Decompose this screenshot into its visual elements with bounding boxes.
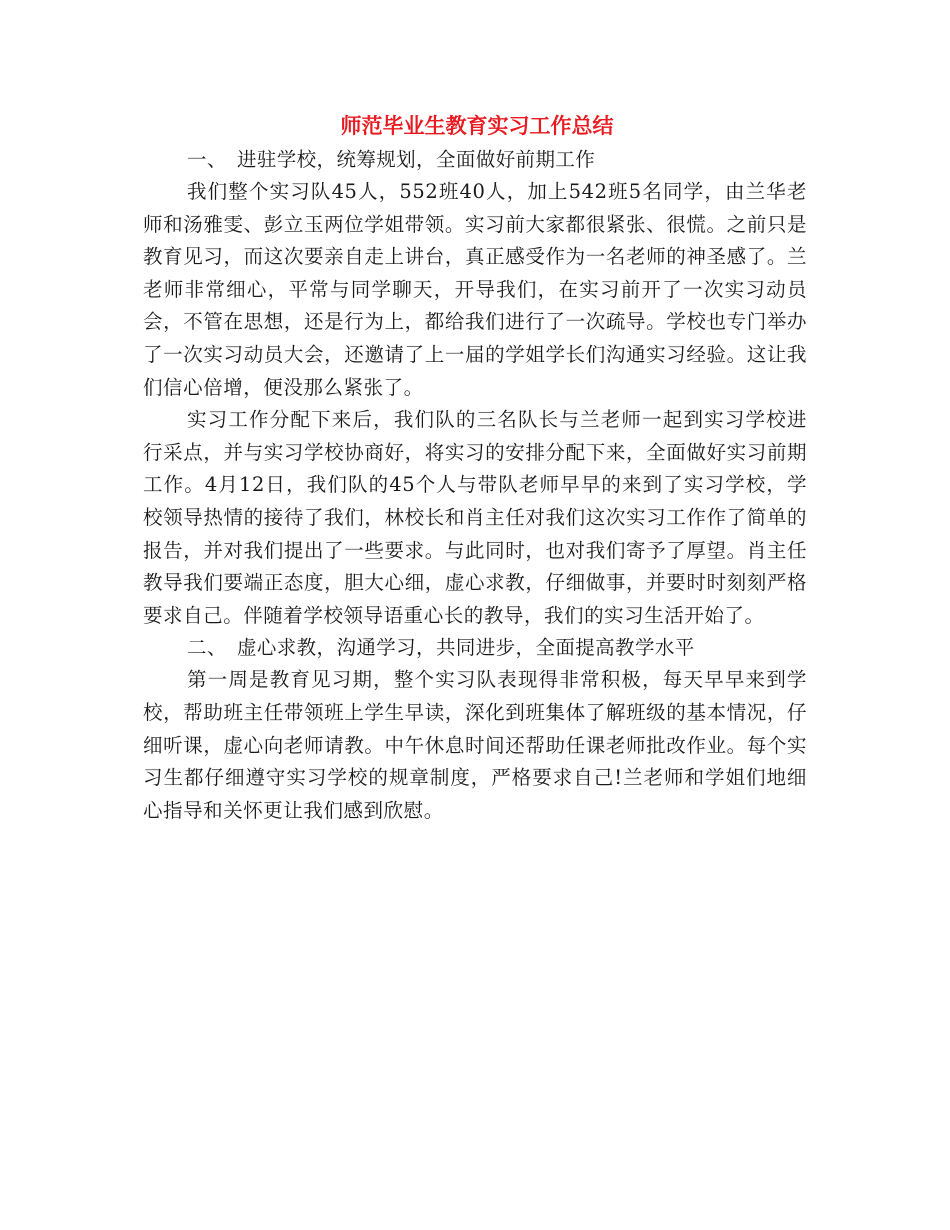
section-heading-2: 二、 虚心求教，沟通学习，共同进步，全面提高教学水平 (187, 636, 695, 660)
document-body (143, 108, 807, 827)
paragraph-3: 第一周是教育见习期，整个实习队表现得非常积极，每天早早来到学校，帮助班主任带领班上学生早读，深化到班集体了解班级的基本情况，仔细听课，虚心向老师请教。中午休息时间还帮助任课老师批改作业。每个实习生都仔细遵守实习学校的规章制度，严格要求自己!兰老师和学姐们地细心指导和关怀更让我们感到欣慰。 (143, 668, 807, 822)
section-heading-1: 一、 进驻学校，统筹规划，全面做好前期工作 (187, 148, 596, 171)
document-title: 师范毕业生教育实习工作总结 (340, 113, 614, 138)
paragraph-1: 我们整个实习队45人，552班40人，加上542班5名同学，由兰华老师和汤雅雯、彭立玉两位学姐带领。实习前大家都很紧张、很慌。之前只是教育见习，而这次要亲自走上讲台，真正感受作为一名老师的神圣感了。兰老师非常细心，平常与同学聊天，开导我们，在实习前开了一次实习动员会，不管在思想，还是行为上，都给我们进行了一次疏导。学校也专门举办了一次实习动员大会，还邀请了上一届的学姐学长们沟通实习经验。这让我们信心倍增，便没那么紧张了。 (143, 180, 807, 399)
paragraph-2: 实习工作分配下来后，我们队的三名队长与兰老师一起到实习学校进行采点，并与实习学校协商好，将实习的安排分配下来，全面做好实习前期工作。4月12日，我们队的45个人与带队老师早早的来到了实习学校，学校领导热情的接待了我们，林校长和肖主任对我们这次实习工作作了简单的报告，并对我们提出了一些要求。与此同时，也对我们寄予了厚望。肖主任教导我们要端正态度，胆大心细，虚心求教，仔细做事，并要时时刻刻严格要求自己。伴随着学校领导语重心长的教导，我们的实习生活开始了。 (143, 408, 807, 627)
